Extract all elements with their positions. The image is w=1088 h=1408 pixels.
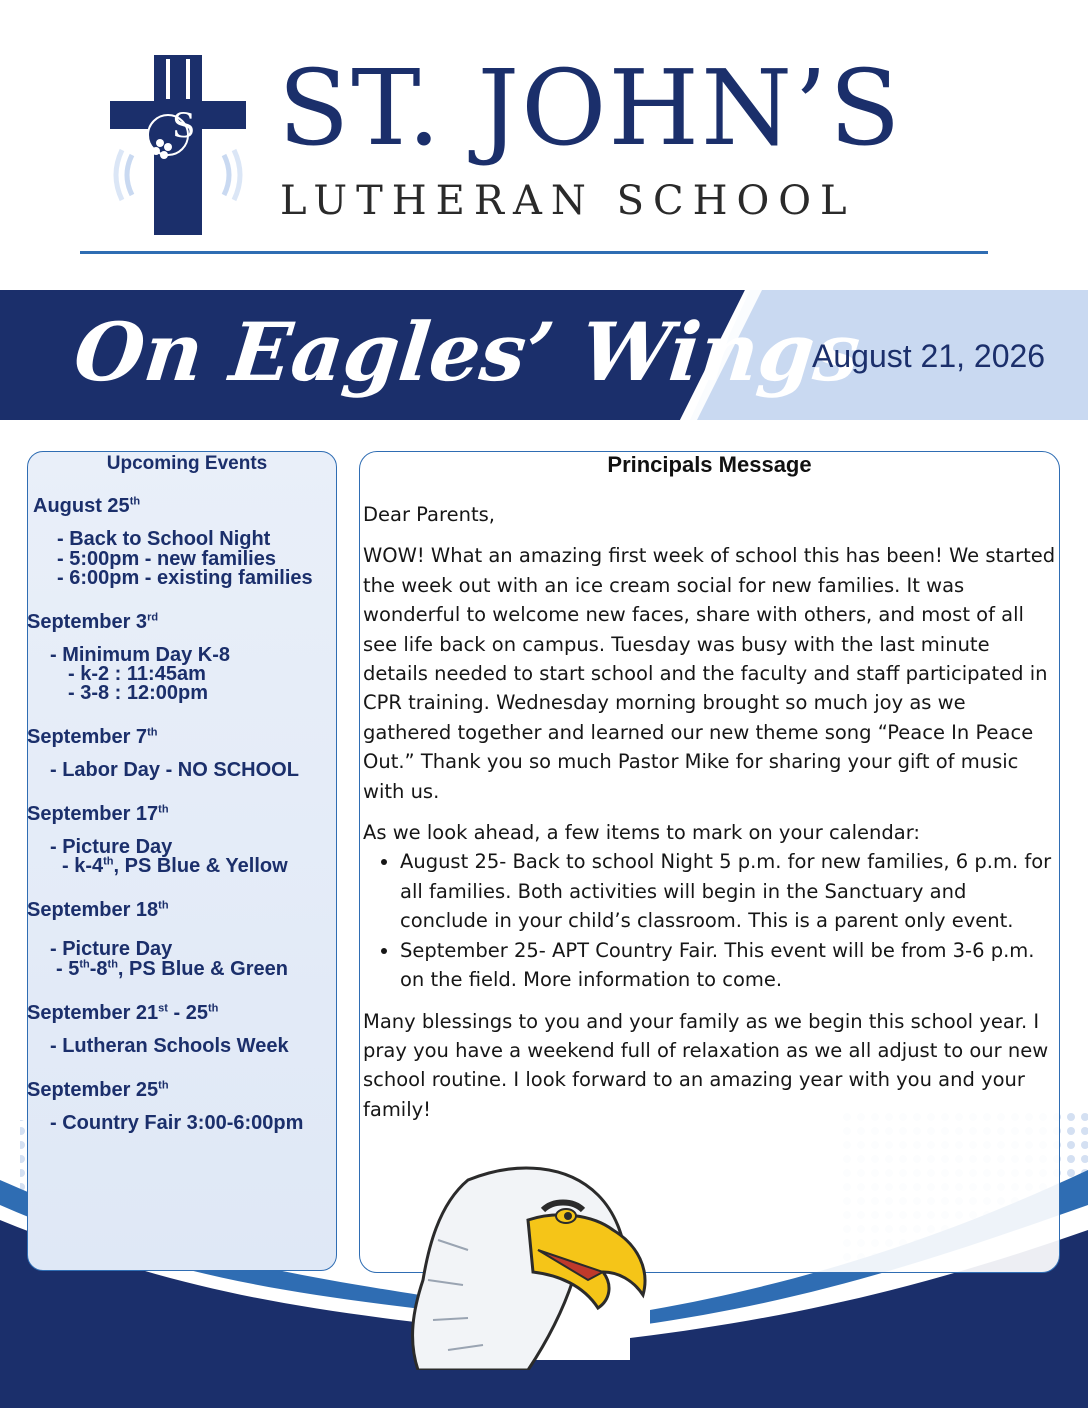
school-logo-cross-icon [110,55,246,235]
upcoming-events-title: Upcoming Events [106,453,268,474]
event-item: - 5th-8th, PS Blue & Green [56,958,288,980]
school-subtitle: LUTHERAN SCHOOL [280,178,856,224]
event-item: - Back to School Night [57,528,271,550]
event-date: August 25th [33,495,141,517]
calendar-item: • August 25- Back to school Night 5 p.m. for new families, 6 p.m. for all families. Both activities will begin in the Sanctuary and conclude in your child’s classroom. This is a parent only event. [400,847,1058,935]
principal-message-body [363,500,1058,1136]
newsletter-date: August 21, 2026 [812,338,1046,374]
calendar-list [363,847,1058,994]
event-item: - Lutheran Schools Week [50,1035,289,1057]
event-date: September 18th [27,899,169,921]
school-name: ST. JOHN’S [278,47,903,169]
newsletter-title: On Eagles’ Wings [70,305,865,399]
event-item: - Picture Day [50,836,173,858]
event-date: September 21st - 25th [27,1002,219,1024]
calendar-item: • September 25- APT Country Fair. This event will be from 3-6 p.m. on the field. More information to come. [400,936,1058,995]
logo-letter: S [172,106,196,146]
event-item: - k-4th, PS Blue & Yellow [62,855,288,877]
message-closing: Many blessings to you and your family as we begin this school year. I pray you have a weekend full of relaxation as we all adjust to our new school routine. I look forward to an amazing year with you and your family! [363,1009,1049,1121]
event-date: September 3rd [27,611,159,633]
header-divider [80,251,988,254]
event-item: - 6:00pm - existing families [57,567,313,589]
message-paragraph: WOW! What an amazing first week of school this has been! We started the week out with an ice cream social for new families. It was wonderful to welcome new faces, share with others, and most of all see life back on campus. Tuesday was busy with the last minute details needed to start school and the faculty and staff participated in CPR training. Wednesday morning brought so much joy as we gathered together and learned our new theme song “Peace In Peace Out.” Thank you so much Pastor Mike for sharing your gift of music with us. [363,544,1056,803]
event-item: - Labor Day - NO SCHOOL [50,759,299,781]
principal-message-title: Principals Message [607,452,812,477]
event-item: - 3-8 : 12:00pm [68,682,209,704]
event-date: September 17th [27,803,169,825]
event-item: - Country Fair 3:00-6:00pm [50,1112,304,1134]
message-paragraph: As we look ahead, a few items to mark on your calendar: [363,821,920,845]
event-date: September 7th [27,726,158,748]
event-date: September 25th [27,1079,169,1101]
event-item: - Minimum Day K-8 [50,644,231,666]
event-item: - k-2 : 11:45am [68,663,206,685]
message-greeting: Dear Parents, [363,503,495,526]
event-item: - Picture Day [50,938,173,960]
event-item: - 5:00pm - new families [57,548,276,570]
eagle-mascot-icon [398,1160,668,1370]
